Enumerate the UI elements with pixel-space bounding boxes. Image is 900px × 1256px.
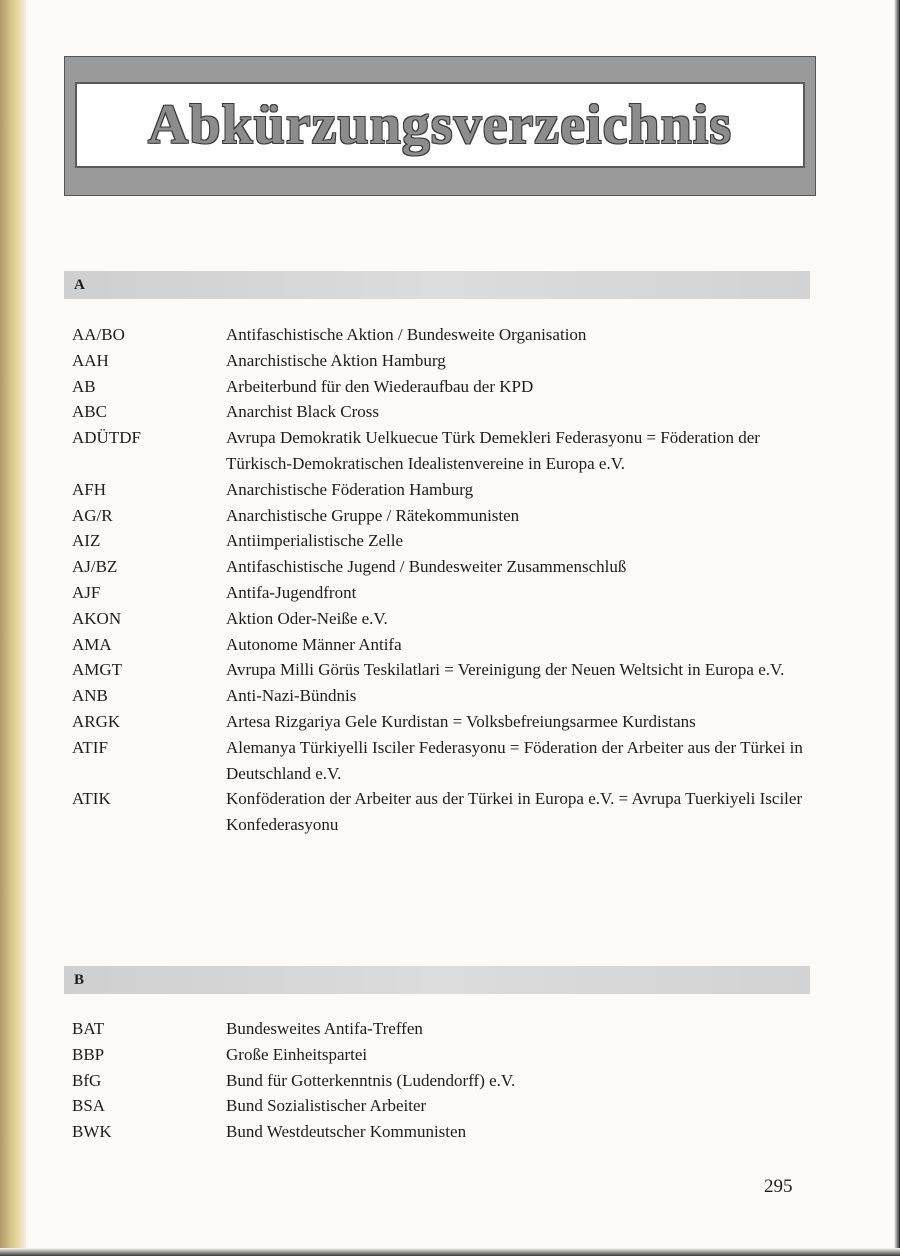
- list-item: [72, 786, 812, 838]
- abbreviation: ABC: [72, 402, 107, 422]
- list-item: [72, 477, 812, 503]
- page-number: 295: [764, 1176, 793, 1197]
- definition: Avrupa Demokratik Uelkuecue Türk Demekleri Federasyonu = Föderation der Türkisch-Demokratischen Idealistenvereine in Europa e.V.: [226, 428, 760, 473]
- title-box: [75, 82, 805, 168]
- list-item: [72, 606, 812, 632]
- abbreviation: ATIF: [72, 737, 108, 757]
- list-item: [72, 399, 812, 425]
- definition: Anarchistische Gruppe / Rätekommunisten: [226, 505, 520, 525]
- list-item: [72, 554, 812, 580]
- abbreviation: AAH: [72, 350, 109, 370]
- abbreviation: AKON: [72, 608, 122, 628]
- definition: Antifaschistische Aktion / Bundesweite Organisation: [226, 325, 587, 344]
- list-item: [72, 657, 812, 683]
- abbreviation-list-a: [72, 322, 812, 838]
- abbreviation: ANB: [72, 686, 108, 706]
- abbreviation: BAT: [72, 1019, 105, 1038]
- abbreviation: AMGT: [72, 660, 123, 680]
- definition: Avrupa Milli Görüs Teskilatlari = Vereinigung der Neuen Weltsicht in Europa e.V.: [226, 660, 785, 680]
- definition: Anarchist Black Cross: [226, 402, 379, 422]
- abbreviation: AG/R: [72, 505, 113, 525]
- definition: Arbeiterbund für den Wiederaufbau der KPD: [226, 376, 534, 396]
- abbreviation: ATIK: [72, 789, 111, 809]
- abbreviation: AJF: [72, 582, 101, 602]
- abbreviation: AB: [72, 376, 96, 396]
- abbreviation: BSA: [72, 1096, 106, 1116]
- definition: Konföderation der Arbeiter aus der Türkei in Europa e.V. = Avrupa Tuerkiyeli Isciler Konfederasyonu: [226, 789, 803, 835]
- abbreviation: ARGK: [72, 711, 121, 731]
- list-item: [72, 683, 812, 709]
- definition: Artesa Rizgariya Gele Kurdistan = Volksbefreiungsarmee Kurdistans: [226, 711, 696, 731]
- list-item: [72, 1119, 812, 1145]
- definition: Alemanya Türkiyelli Isciler Federasyonu = Föderation der Arbeiter aus der Türkei in Deutschland e.V.: [226, 737, 803, 783]
- abbreviation: AIZ: [72, 531, 101, 551]
- list-item: [72, 1068, 812, 1094]
- definition: Anarchistische Aktion Hamburg: [226, 350, 446, 370]
- abbreviation: AFH: [72, 479, 107, 499]
- page-title: Abkürzungsverzeichnis: [147, 94, 733, 156]
- definition: Große Einheitspartei: [226, 1044, 368, 1064]
- definition: Antifaschistische Jugend / Bundesweiter Zusammenschluß: [226, 557, 627, 577]
- section-header-a: [64, 271, 810, 299]
- section-letter: A: [74, 276, 85, 293]
- definition: Autonome Männer Antifa: [226, 634, 402, 654]
- list-item: [72, 632, 812, 658]
- section-header-b: [64, 966, 810, 994]
- list-item: [72, 1093, 812, 1119]
- definition: Anti-Nazi-Bündnis: [226, 686, 357, 706]
- definition: Bundesweites Antifa-Treffen: [226, 1019, 423, 1038]
- abbreviation: BWK: [72, 1122, 112, 1142]
- list-item: [72, 1016, 812, 1042]
- list-item: [72, 503, 812, 529]
- page-bottom-edge: [0, 1248, 900, 1256]
- abbreviation: AA/BO: [72, 325, 125, 344]
- section-letter: B: [74, 971, 85, 988]
- list-item: [72, 348, 812, 374]
- definition: Bund Sozialistischer Arbeiter: [226, 1096, 427, 1116]
- list-item: [72, 425, 812, 477]
- definition: Antiimperialistische Zelle: [226, 531, 404, 551]
- list-item: [72, 1042, 812, 1068]
- abbreviation: BBP: [72, 1044, 105, 1064]
- definition: Antifa-Jugendfront: [226, 582, 357, 602]
- page-right-edge: [894, 0, 900, 1256]
- abbreviation: AJ/BZ: [72, 557, 118, 577]
- list-item: [72, 709, 812, 735]
- book-spine-edge: [0, 0, 26, 1256]
- abbreviation: AMA: [72, 634, 112, 654]
- list-item: [72, 374, 812, 400]
- definition: Anarchistische Föderation Hamburg: [226, 479, 474, 499]
- list-item: [72, 528, 812, 554]
- abbreviation: BfG: [72, 1070, 102, 1090]
- definition: Aktion Oder-Neiße e.V.: [226, 608, 388, 628]
- list-item: [72, 735, 812, 787]
- abbreviation-list-b: [72, 1016, 812, 1145]
- definition: Bund Westdeutscher Kommunisten: [226, 1122, 467, 1142]
- definition: Bund für Gotterkenntnis (Ludendorff) e.V.: [226, 1070, 516, 1090]
- abbreviation: ADÜTDF: [72, 428, 141, 448]
- list-item: [72, 580, 812, 606]
- list-item: [72, 322, 812, 348]
